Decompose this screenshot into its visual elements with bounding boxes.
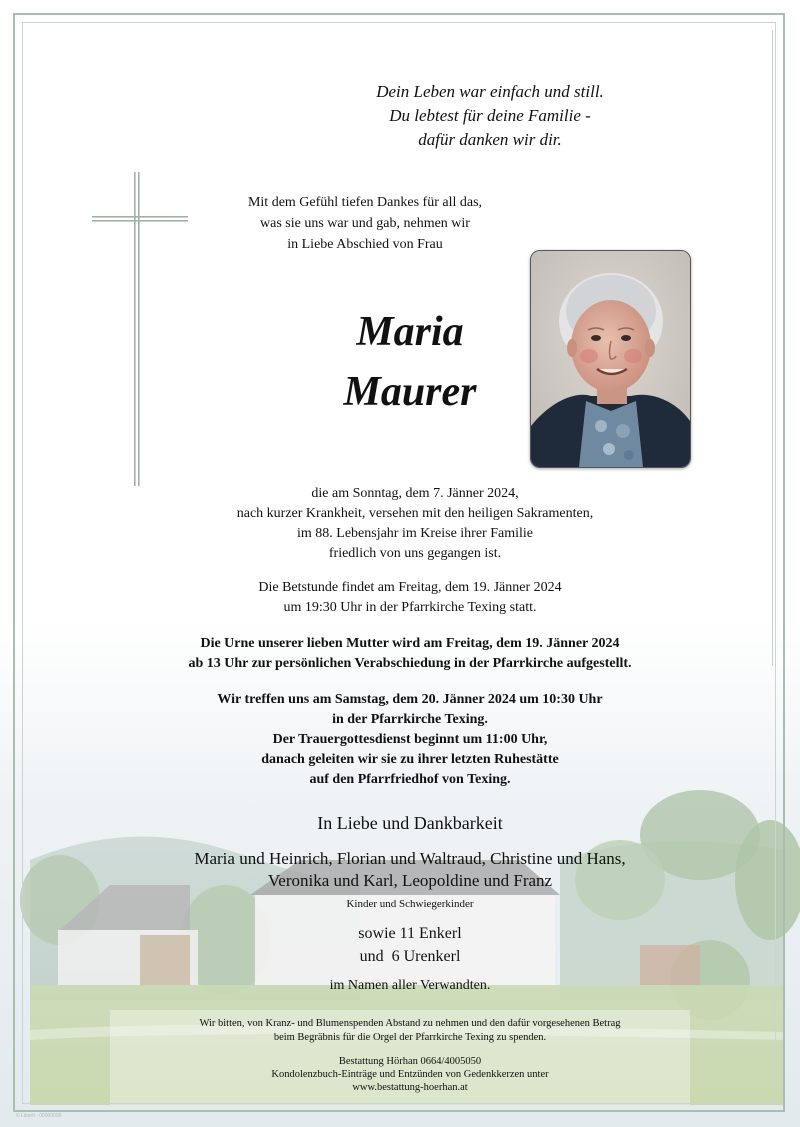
funeral-notice-line: in der Pfarrkirche Texing.: [332, 712, 488, 727]
motto-line: Du lebtest für deine Familie -: [389, 106, 591, 125]
urn-notice: [110, 634, 710, 674]
copyright-note: © Libertl - 00000000: [16, 1113, 62, 1119]
funeral-notice-line: Der Trauergottesdienst beginnt um 11:00 Uhr,: [272, 732, 548, 747]
family-names: [130, 848, 690, 892]
funeral-notice-line: danach geleiten wir sie zu ihrer letzten Ruhestätte: [261, 752, 559, 767]
intro-line: Mit dem Gefühl tiefen Dankes für all das,: [247, 195, 483, 210]
donation-line: beim Begräbnis für die Orgel der Pfarrkirche Texing zu spenden.: [273, 1032, 547, 1043]
last-name: Maurer: [343, 369, 477, 415]
prayer-hour-notice: [210, 578, 610, 618]
relatives-line: im Namen aller Verwandten.: [329, 978, 491, 993]
undertaker-line: Kondolenzbuch-Einträge und Entzünden von Gedenkkerzen unter: [271, 1069, 549, 1080]
right-rule: [772, 30, 773, 666]
urn-notice-line: ab 13 Uhr zur persönlichen Verabschiedung in der Pfarrkirche aufgestellt.: [188, 656, 632, 671]
death-notice: [190, 484, 640, 564]
death-notice-line: die am Sonntag, dem 7. Jänner 2024,: [311, 486, 519, 501]
funeral-notice-line: Wir treffen uns am Samstag, dem 20. Jänner 2024 um 10:30 Uhr: [217, 692, 603, 707]
grandchildren-line: sowie 11 Enkerl: [358, 925, 462, 942]
motto-verse: [290, 80, 690, 152]
family-line: Maria und Heinrich, Florian und Waltraud, Christine und Hans,: [194, 849, 626, 868]
first-name: Maria: [356, 309, 464, 355]
urn-notice-line: Die Urne unserer lieben Mutter wird am Freitag, dem 19. Jänner 2024: [200, 636, 620, 651]
undertaker-website[interactable]: www.bestattung-hoerhan.at: [352, 1082, 468, 1093]
donation-request: [140, 1017, 680, 1045]
funeral-notice: [160, 690, 660, 790]
intro-line: was sie uns war und gab, nehmen wir: [260, 216, 470, 231]
grandchildren-line: und 6 Urenkerl: [359, 948, 461, 965]
death-notice-line: im 88. Lebensjahr im Kreise ihrer Familie: [297, 526, 533, 541]
intro-line: in Liebe Abschied von Frau: [287, 237, 443, 252]
intro-text: [195, 192, 535, 255]
undertaker-info: [220, 1055, 600, 1094]
portrait-photo: [530, 250, 691, 468]
motto-line: Dein Leben war einfach und still.: [376, 82, 604, 101]
portrait-illustration: [531, 251, 690, 467]
funeral-notice-line: auf den Pfarrfriedhof von Texing.: [309, 772, 511, 787]
cross-icon: [92, 172, 188, 486]
death-notice-line: friedlich von uns gegangen ist.: [328, 546, 502, 561]
prayer-hour-line: um 19:30 Uhr in der Pfarrkirche Texing statt.: [283, 600, 537, 615]
death-notice-line: nach kurzer Krankheit, versehen mit den heiligen Sakramenten,: [236, 506, 594, 521]
undertaker-line: Bestattung Hörhan 0664/4005050: [338, 1056, 482, 1067]
relation-label: Kinder und Schwiegerkinder: [346, 898, 474, 910]
deceased-name: [300, 302, 520, 422]
grandchildren: [300, 922, 520, 968]
mourners-heading: In Liebe und Dankbarkeit: [317, 813, 503, 833]
donation-line: Wir bitten, von Kranz- und Blumenspenden Abstand zu nehmen und den dafür vorgesehenen Betrag: [199, 1018, 621, 1029]
prayer-hour-line: Die Betstunde findet am Freitag, dem 19. Jänner 2024: [258, 580, 562, 595]
family-line: Veronika und Karl, Leopoldine und Franz: [267, 871, 553, 890]
motto-line: dafür danken wir dir.: [418, 130, 562, 149]
